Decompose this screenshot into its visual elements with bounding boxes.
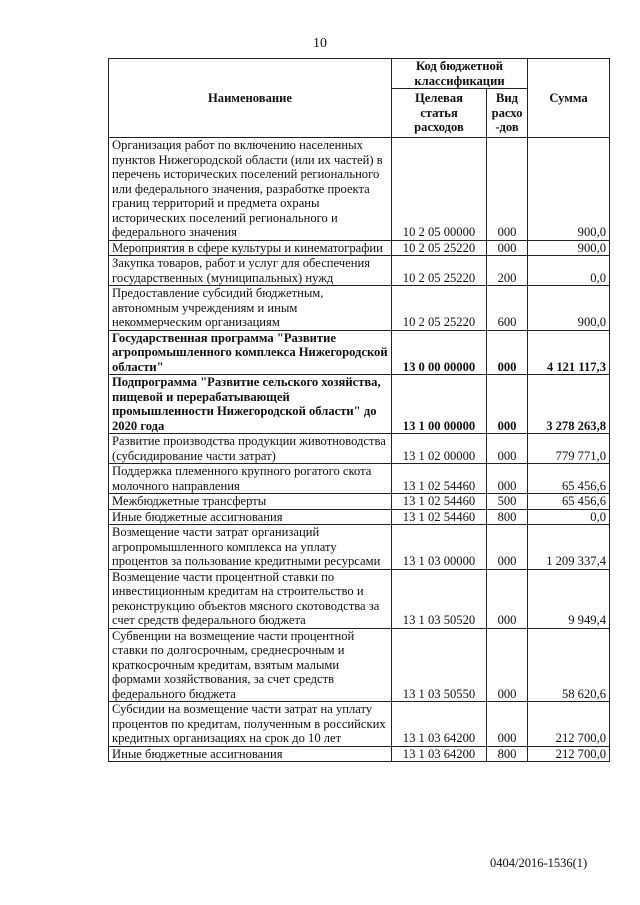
table-row — [109, 702, 610, 747]
document-code: 0404/2016-1536(1) — [490, 856, 588, 870]
header-name: Наименование — [109, 59, 392, 138]
table-row — [109, 494, 610, 510]
row-expense-type: 000 — [487, 330, 528, 375]
row-name: Субвенции на возмещение части процентной ставки по долгосрочным, среднесрочным и краткосрочным кредитам, взятым малыми формами хозяйствования, за счет средств федерального бюджета — [109, 628, 392, 702]
page-number: 10 — [313, 36, 327, 51]
row-expense-type: 000 — [487, 240, 528, 256]
row-target-code: 13 1 03 50520 — [392, 569, 487, 628]
budget-table — [108, 58, 610, 762]
row-sum: 1 209 337,4 — [528, 525, 610, 570]
row-name: Закупка товаров, работ и услуг для обеспечения государственных (муниципальных) нужд — [109, 256, 392, 286]
row-target-code: 10 2 05 25220 — [392, 256, 487, 286]
table-row — [109, 746, 610, 762]
row-sum: 65 456,6 — [528, 464, 610, 494]
row-target-code: 10 2 05 25220 — [392, 240, 487, 256]
header-sum: Сумма — [528, 59, 610, 138]
row-name: Предоставление субсидий бюджетным, автономным учреждениям и иным некоммерческим организациям — [109, 286, 392, 331]
row-name: Подпрограмма "Развитие сельского хозяйства, пищевой и перерабатывающей промышленности Нижегородской области" до 2020 года — [109, 375, 392, 434]
row-name: Возмещение части затрат организаций агропромышленного комплекса на уплату процентов за пользование кредитными ресурсами — [109, 525, 392, 570]
table-row — [109, 525, 610, 570]
row-target-code: 13 1 00 00000 — [392, 375, 487, 434]
row-sum: 65 456,6 — [528, 494, 610, 510]
row-expense-type: 500 — [487, 494, 528, 510]
row-sum: 58 620,6 — [528, 628, 610, 702]
row-target-code: 10 2 05 25220 — [392, 286, 487, 331]
table-header — [109, 59, 610, 138]
row-name: Развитие производства продукции животноводства (субсидирование части затрат) — [109, 434, 392, 464]
row-sum: 900,0 — [528, 138, 610, 241]
table-row — [109, 375, 610, 434]
row-expense-type: 200 — [487, 256, 528, 286]
table-row — [109, 256, 610, 286]
row-sum: 3 278 263,8 — [528, 375, 610, 434]
row-target-code: 13 1 03 00000 — [392, 525, 487, 570]
table-row — [109, 569, 610, 628]
row-name: Организация работ по включению населенных пунктов Нижегородской области (или их частей) в перечень исторических поселений регионального или федерального значения, разработке проекта границ территорий и предмета охраны исторических поселений регионального и федерального значения — [109, 138, 392, 241]
row-sum: 900,0 — [528, 286, 610, 331]
row-sum: 779 771,0 — [528, 434, 610, 464]
row-expense-type: 800 — [487, 746, 528, 762]
table-row — [109, 628, 610, 702]
row-expense-type: 000 — [487, 628, 528, 702]
row-target-code: 10 2 05 00000 — [392, 138, 487, 241]
header-target-article: Целевая статья расходов — [392, 89, 487, 138]
row-target-code: 13 1 02 54460 — [392, 494, 487, 510]
row-name: Межбюджетные трансферты — [109, 494, 392, 510]
table-row — [109, 286, 610, 331]
row-expense-type: 000 — [487, 434, 528, 464]
row-target-code: 13 1 03 64200 — [392, 746, 487, 762]
row-sum: 212 700,0 — [528, 746, 610, 762]
row-name: Иные бюджетные ассигнования — [109, 509, 392, 525]
row-name: Мероприятия в сфере культуры и кинематографии — [109, 240, 392, 256]
row-sum: 212 700,0 — [528, 702, 610, 747]
row-expense-type: 000 — [487, 138, 528, 241]
row-sum: 4 121 117,3 — [528, 330, 610, 375]
table-row — [109, 464, 610, 494]
row-sum: 9 949,4 — [528, 569, 610, 628]
table-row — [109, 434, 610, 464]
row-target-code: 13 1 02 54460 — [392, 464, 487, 494]
row-sum: 900,0 — [528, 240, 610, 256]
row-expense-type: 000 — [487, 525, 528, 570]
row-name: Возмещение части процентной ставки по инвестиционным кредитам на строительство и реконструкцию объектов мясного скотоводства за счет средств федерального бюджета — [109, 569, 392, 628]
table-row — [109, 509, 610, 525]
table-row — [109, 138, 610, 241]
table-row — [109, 240, 610, 256]
row-expense-type: 000 — [487, 464, 528, 494]
row-expense-type: 800 — [487, 509, 528, 525]
row-target-code: 13 1 03 50550 — [392, 628, 487, 702]
table-body — [109, 138, 610, 762]
table-row — [109, 330, 610, 375]
row-sum: 0,0 — [528, 256, 610, 286]
header-expense-type: Вид расхо -дов — [487, 89, 528, 138]
row-expense-type: 000 — [487, 375, 528, 434]
row-expense-type: 000 — [487, 569, 528, 628]
row-name: Иные бюджетные ассигнования — [109, 746, 392, 762]
row-expense-type: 000 — [487, 702, 528, 747]
row-expense-type: 600 — [487, 286, 528, 331]
row-sum: 0,0 — [528, 509, 610, 525]
row-name: Поддержка племенного крупного рогатого скота молочного направления — [109, 464, 392, 494]
row-name: Государственная программа "Развитие агропромышленного комплекса Нижегородской области" — [109, 330, 392, 375]
row-target-code: 13 1 03 64200 — [392, 702, 487, 747]
row-target-code: 13 0 00 00000 — [392, 330, 487, 375]
header-kbk: Код бюджетной классификации — [392, 59, 528, 89]
row-target-code: 13 1 02 00000 — [392, 434, 487, 464]
row-name: Субсидии на возмещение части затрат на уплату процентов по кредитам, полученным в российских кредитных организациях на срок до 10 лет — [109, 702, 392, 747]
row-target-code: 13 1 02 54460 — [392, 509, 487, 525]
